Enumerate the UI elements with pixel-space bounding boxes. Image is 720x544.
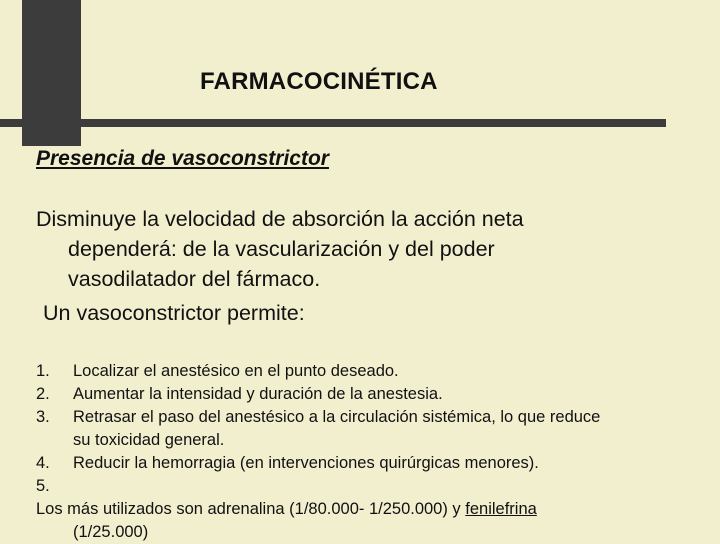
list-item-text: Reducir la hemorragia (en intervenciones quirúrgicas menores). xyxy=(73,454,539,472)
list-item-text: Aumentar la intensidad y duración de la anestesia. xyxy=(73,385,443,403)
list-item-number: 1. xyxy=(36,362,50,380)
description-paragraph xyxy=(36,204,676,294)
summary-line xyxy=(36,498,720,521)
section-subtitle: Presencia de vasoconstrictor xyxy=(36,147,329,170)
permit-heading: Un vasoconstrictor permite: xyxy=(43,301,305,325)
list-item-number: 5. xyxy=(36,477,50,495)
list-item xyxy=(36,383,720,406)
summary-text: Los más utilizados son adrenalina (1/80.000- 1/250.000) y xyxy=(36,500,466,518)
list-item-number: 3. xyxy=(36,408,50,426)
list-item-continuation: su toxicidad general. xyxy=(73,431,225,449)
decorative-horizontal-bar xyxy=(0,119,666,127)
paragraph-line-3: vasodilatador del fármaco. xyxy=(68,267,321,291)
list-item xyxy=(36,452,720,475)
list-item-text: Retrasar el paso del anestésico a la circulación sistémica, lo que reduce xyxy=(73,408,601,426)
list-item-number: 4. xyxy=(36,454,50,472)
list-item-text: Localizar el anestésico en el punto deseado. xyxy=(73,362,399,380)
phenylephrine-term: fenilefrina xyxy=(465,500,537,518)
list-item xyxy=(36,406,720,429)
list-item xyxy=(36,475,720,498)
slide-title: FARMACOCINÉTICA xyxy=(200,68,438,95)
list-item xyxy=(36,360,720,383)
paragraph-line-1: Disminuye la velocidad de absorción la acción neta xyxy=(36,207,524,231)
paragraph-line-2: dependerá: de la vascularización y del poder xyxy=(68,237,495,261)
summary-line-cut-off: (1/25.000) xyxy=(73,523,149,541)
list-item-number: 2. xyxy=(36,385,50,403)
benefits-list xyxy=(36,360,720,544)
